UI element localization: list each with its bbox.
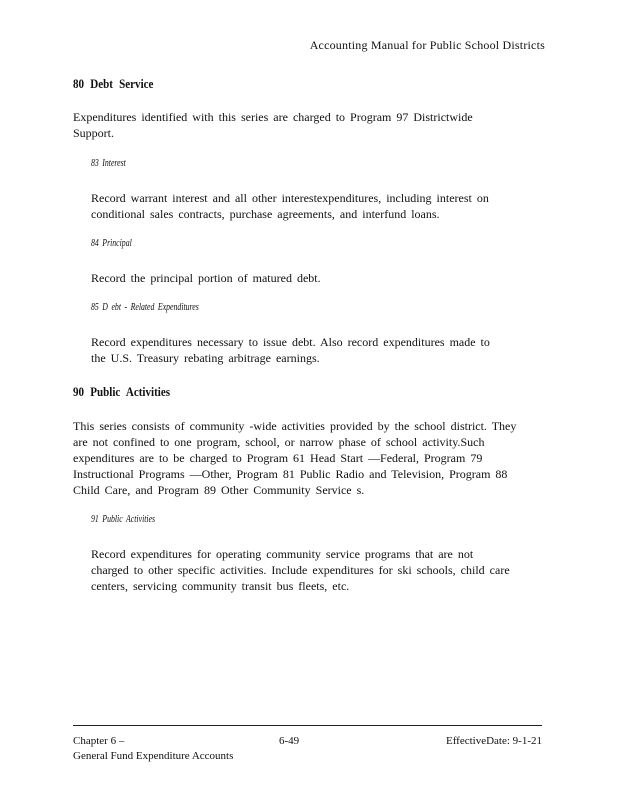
section-heading-debt-service: 80 Debt Service [73, 76, 154, 91]
effective-date: EffectiveDate: 9-1-21 [445, 735, 542, 747]
paragraph-line: centers, servicing community transit bus fleets, etc. [91, 579, 350, 593]
subheading-public-activities: 91 Public Activities [91, 514, 156, 525]
footer-chapter-title: General Fund Expenditure Accounts [73, 750, 234, 762]
paragraph-line: Support. [73, 126, 115, 140]
debt-intro [73, 109, 543, 141]
paragraph-line: charged to other specific activities. Include expenditures for ski schools, child care [91, 563, 510, 577]
subheading-interest: 83 Interest [91, 158, 126, 169]
paragraph-line: Instructional Programs —Other, Program 81 Public Radio and Television, Program 88 [73, 467, 508, 481]
paragraph-line: Record the principal portion of matured debt. [91, 271, 321, 285]
footer-chapter-number: Chapter 6 – [73, 735, 125, 747]
subheading-principal: 84 Principal [91, 238, 132, 249]
footer-chapter [73, 734, 233, 764]
paragraph-line: Record expenditures for operating community service programs that are not [91, 547, 474, 561]
page-number: 6-49 [279, 735, 300, 747]
paragraph-line: Child Care, and Program 89 Other Community Service s. [73, 483, 365, 497]
section-heading-public-activities: 90 Public Activities [73, 384, 171, 399]
principal-paragraph [91, 270, 543, 286]
debt-related-paragraph [91, 334, 543, 366]
paragraph-line: Expenditures identified with this series are charged to Program 97 Districtwide [73, 110, 473, 124]
interest-paragraph [91, 190, 543, 222]
paragraph-line: conditional sales contracts, purchase agreements, and interfund loans. [91, 207, 440, 221]
public-intro [73, 418, 543, 498]
paragraph-line: Record warrant interest and all other interestexpenditures, including interest on [91, 191, 489, 205]
subheading-debt-related: 85 D ebt - Related Expenditures [91, 302, 199, 313]
paragraph-line: are not confined to one program, school, or narrow phase of school activity.Such [73, 435, 485, 449]
paragraph-line: Record expenditures necessary to issue debt. Also record expenditures made to [91, 335, 490, 349]
public-activities-paragraph [91, 546, 543, 594]
paragraph-line: This series consists of community -wide activities provided by the school district. They [73, 419, 517, 433]
paragraph-line: the U.S. Treasury rebating arbitrage earnings. [91, 351, 320, 365]
footer-rule [73, 725, 542, 726]
paragraph-line: expenditures are to be charged to Program 61 Head Start —Federal, Program 79 [73, 451, 483, 465]
page-header: Accounting Manual for Public School Districts [309, 38, 545, 52]
